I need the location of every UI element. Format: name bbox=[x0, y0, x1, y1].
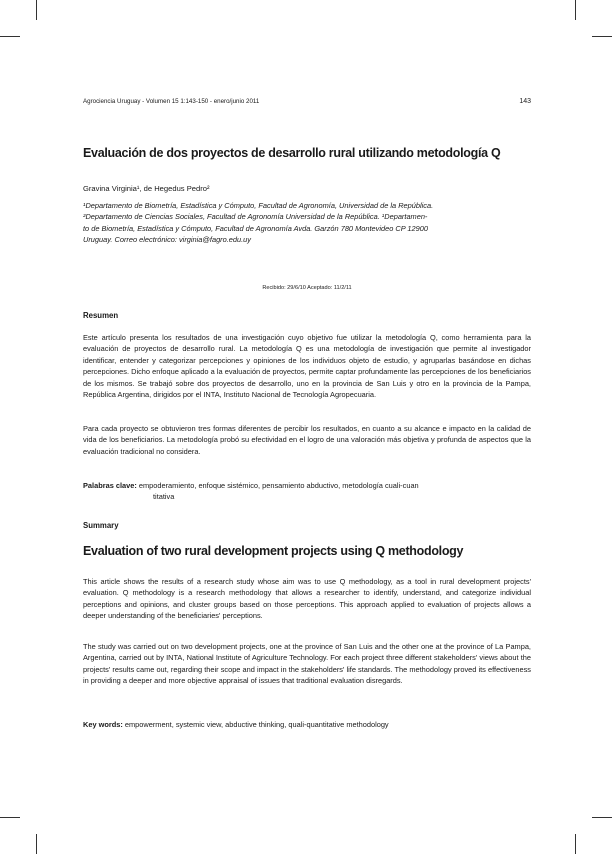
affiliation-line: to de Biometría, Estadística y Cómputo, Facultad de Agronomía Avda. Garzón 780 Montevideo CP 12900 bbox=[83, 223, 428, 233]
keywords-en bbox=[83, 719, 531, 730]
keywords-label: Key words: bbox=[83, 720, 123, 729]
received-accepted-dates: Recibido: 29/6/10 Aceptado: 11/2/11 bbox=[262, 285, 352, 291]
summary-heading: Summary bbox=[83, 521, 119, 530]
crop-mark bbox=[36, 0, 37, 20]
keywords-text: empowerment, systemic view, abductive thinking, quali-quantitative methodology bbox=[122, 720, 389, 729]
crop-mark bbox=[0, 817, 20, 818]
page-number: 143 bbox=[519, 98, 531, 105]
keywords-label: Palabras clave: bbox=[83, 481, 137, 490]
keywords-text: empoderamiento, enfoque sistémico, pensamiento abductivo, metodología cuali-cuan bbox=[136, 481, 419, 490]
crop-mark bbox=[592, 36, 612, 37]
keywords-es bbox=[83, 480, 531, 503]
affiliation-line: ¹Departamento de Biometría, Estadística y Cómputo, Facultad de Agronomía, Universidad de la República. bbox=[83, 201, 434, 210]
summary-paragraph: This article shows the results of a research study whose aim was to use Q methodology, as a tool in rural development projects' evaluation. Q methodology is a research methodology that allows a researcher to identify, understand, and categorize individual perceptions and opinions, and cluster groups based on those perceptions. This approach applied to evaluation of projects allows a deeper understanding of the beneficiaries' perceptions. bbox=[83, 577, 531, 621]
affiliation-line: Uruguay. Correo electrónico: virginia@fagro.edu.uy bbox=[83, 235, 251, 245]
journal-citation: Agrociencia Uruguay - Volumen 15 1:143-150 - enero/junio 2011 bbox=[83, 98, 260, 105]
crop-mark bbox=[575, 834, 576, 854]
resumen-heading: Resumen bbox=[83, 311, 119, 320]
running-header bbox=[83, 98, 531, 105]
authors: Gravina Virginia¹, de Hegedus Pedro² bbox=[83, 184, 210, 193]
crop-mark bbox=[575, 0, 576, 20]
article-title-es: Evaluación de dos proyectos de desarrollo rural utilizando metodología Q bbox=[83, 146, 501, 160]
keywords-text-continued: titativa bbox=[153, 492, 175, 502]
crop-mark bbox=[592, 817, 612, 818]
summary-paragraph: The study was carried out on two development projects, one at the province of San Luis and the other one at the province of La Pampa, Argentina, carried out by INTA, National Institute of Agriculture Technology. For each project three different stakeholders' views about the projects' results came out, regarding their scope and impact in the stakeholders' life standards. The methodology proved its effectiveness in providing a deeper and more objective appraisal of issues that traditional evaluation disregards. bbox=[83, 642, 531, 686]
crop-mark bbox=[0, 36, 20, 37]
affiliations bbox=[83, 200, 531, 246]
article-title-en: Evaluation of two rural development projects using Q methodology bbox=[83, 544, 464, 558]
resumen-paragraph: Para cada proyecto se obtuvieron tres formas diferentes de percibir los resultados, en cuanto a su alcance e impacto en la calidad de vida de los beneficiarios. La metodología probó su efectividad en el logro de una valoración más objetiva y profunda de aspectos que la evaluación tradicional no considera. bbox=[83, 424, 531, 456]
resumen-paragraph: Este artículo presenta los resultados de una investigación cuyo objetivo fue utilizar la metodología Q, como herramienta para la evaluación de proyectos de desarrollo rural. La metodología Q es una metodología de investigación que permite al investigador identificar, entender y categorizar percepciones y opiniones de los individuos objeto de estudio, y agruparlas basándose en dichas percepciones. Dicho enfoque aplicado a la evaluación de proyectos, permite captar profundamente las percepciones de los beneficiarios de los mismos. Se trabajó sobre dos proyectos de desarrollo, uno en la provincia de San Luis y otro en la provincia de la Pampa, República Argentina, dirigidos por el INTA, Instituto Nacional de Tecnología Agropecuaria. bbox=[83, 333, 531, 400]
affiliation-line: ²Departamento de Ciencias Sociales, Facultad de Agronomía Universidad de la República. ¹Departamen- bbox=[83, 212, 428, 222]
crop-mark bbox=[36, 834, 37, 854]
